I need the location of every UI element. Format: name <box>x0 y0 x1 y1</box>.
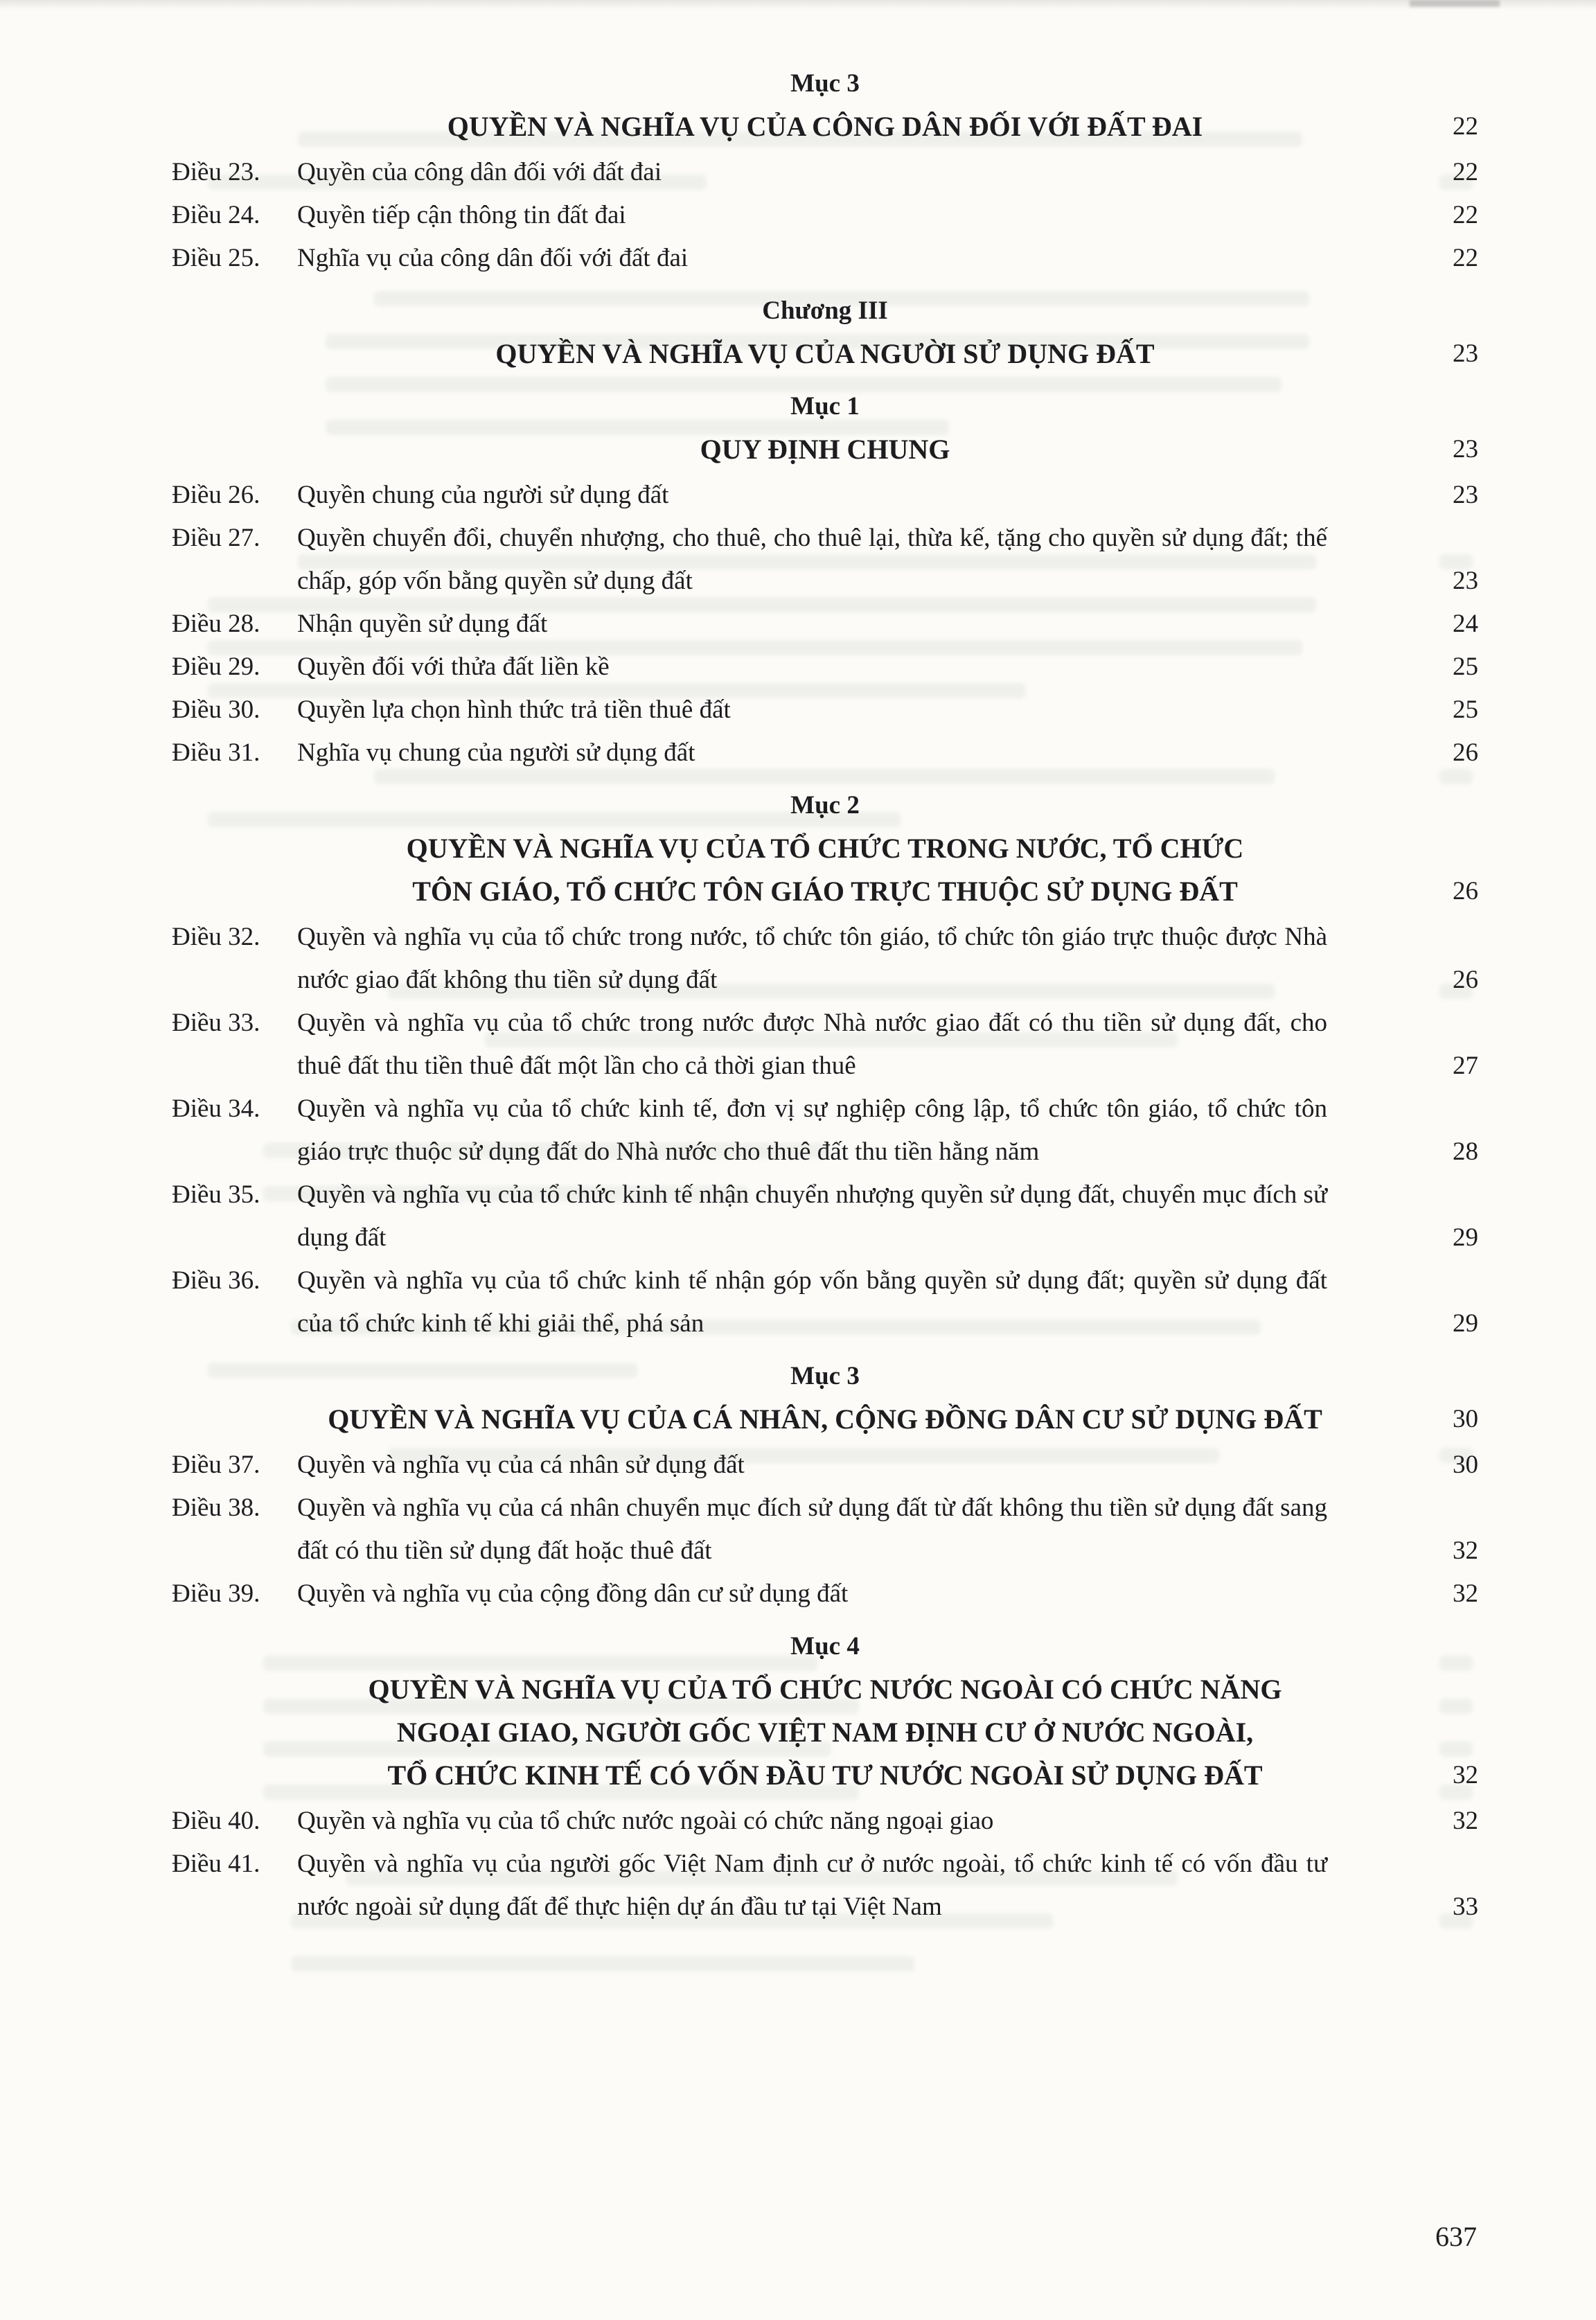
entry-article-label: Điều 31. <box>172 738 260 767</box>
entry-title: Quyền và nghĩa vụ của tổ chức nước ngoài có chức năng ngoại giao <box>297 1807 994 1835</box>
section-kicker: Mục 3 <box>790 69 860 98</box>
toc-entry <box>172 916 1478 1002</box>
toc-section-heading <box>172 1355 1478 1441</box>
section-title-line: NGOẠI GIAO, NGƯỜI GỐC VIỆT NAM ĐỊNH CƯ Ở NƯỚC NGOÀI, <box>396 1717 1254 1748</box>
entry-page-number: 22 <box>1453 244 1478 272</box>
section-kicker: Mục 4 <box>790 1632 860 1661</box>
entry-article-label: Điều 40. <box>172 1807 260 1835</box>
entry-article-label: Điều 23. <box>172 158 260 186</box>
section-title-line: TỔ CHỨC KINH TẾ CÓ VỐN ĐẦU TƯ NƯỚC NGOÀI SỬ DỤNG ĐẤT <box>387 1760 1263 1791</box>
section-title-line: TÔN GIÁO, TỔ CHỨC TÔN GIÁO TRỰC THUỘC SỬ DỤNG ĐẤT <box>412 876 1238 907</box>
entry-article-label: Điều 35. <box>172 1180 260 1209</box>
toc-section-heading <box>172 385 1478 471</box>
entry-page-number: 22 <box>1453 158 1478 186</box>
section-title <box>172 333 1478 375</box>
entry-page-number: 30 <box>1453 1451 1478 1479</box>
entry-title: Quyền và nghĩa vụ của tổ chức trong nước, tổ chức tôn giáo, tổ chức tôn giáo trực thuộc được Nhà nước giao đất không thu tiền sử dụng đất <box>297 923 1327 994</box>
section-kicker: Chương III <box>762 296 888 325</box>
entry-page-number: 32 <box>1453 1579 1478 1608</box>
bleed-through-line <box>291 1956 914 1972</box>
entry-title: Quyền và nghĩa vụ của tổ chức kinh tế, đơn vị sự nghiệp công lập, tổ chức tôn giáo, tổ chức tôn giáo trực thuộc sử dụng đất do Nhà nước cho thuê đất thu tiền hằng năm <box>297 1095 1327 1166</box>
entry-page-number: 32 <box>1453 1537 1478 1565</box>
section-kicker: Mục 2 <box>790 791 860 820</box>
section-page-number: 23 <box>1453 435 1478 463</box>
section-title-line: QUYỀN VÀ NGHĨA VỤ CỦA NGƯỜI SỬ DỤNG ĐẤT <box>495 338 1155 369</box>
entry-page-number: 25 <box>1453 653 1478 681</box>
entry-article-label: Điều 26. <box>172 481 260 509</box>
entry-article-label: Điều 27. <box>172 524 260 552</box>
entry-title: Quyền và nghĩa vụ của người gốc Việt Nam định cư ở nước ngoài, tổ chức kinh tế có vốn đầu tư nước ngoài sử dụng đất để thực hiện dự án đầu tư tại Việt Nam <box>297 1850 1327 1921</box>
section-page-number: 23 <box>1453 339 1478 368</box>
section-title-line: QUYỀN VÀ NGHĨA VỤ CỦA TỔ CHỨC TRONG NƯỚC, TỔ CHỨC <box>406 833 1244 864</box>
section-page-number: 22 <box>1453 112 1478 141</box>
toc-entry <box>172 1843 1478 1929</box>
section-title <box>172 1668 1478 1797</box>
toc-entry <box>172 1487 1478 1573</box>
section-page-number: 32 <box>1453 1761 1478 1789</box>
entry-article-label: Điều 39. <box>172 1579 260 1608</box>
entry-title: Quyền và nghĩa vụ của cộng đồng dân cư sử dụng đất <box>297 1579 849 1608</box>
toc-entry <box>172 1444 1478 1487</box>
entry-page-number: 26 <box>1453 966 1478 994</box>
entry-article-label: Điều 34. <box>172 1095 260 1123</box>
toc-entry <box>172 474 1478 517</box>
entry-title: Nghĩa vụ của công dân đối với đất đai <box>297 244 689 272</box>
entry-title: Quyền và nghĩa vụ của tổ chức kinh tế nhận chuyển nhượng quyền sử dụng đất, chuyển mục đích sử dụng đất <box>297 1180 1327 1252</box>
section-title-line: QUY ĐỊNH CHUNG <box>700 434 950 465</box>
entry-title: Quyền và nghĩa vụ của tổ chức trong nước được Nhà nước giao đất có thu tiền sử dụng đất, cho thuê đất thu tiền thuê đất một lần cho cả thời gian thuê <box>297 1009 1327 1080</box>
entry-title: Quyền và nghĩa vụ của cá nhân sử dụng đất <box>297 1451 745 1479</box>
entry-title: Quyền lựa chọn hình thức trả tiền thuê đất <box>297 696 731 724</box>
entry-article-label: Điều 38. <box>172 1494 260 1522</box>
toc-section-heading <box>172 1625 1478 1797</box>
section-title-line: QUYỀN VÀ NGHĨA VỤ CỦA CÁ NHÂN, CỘNG ĐỒNG DÂN CƯ SỬ DỤNG ĐẤT <box>328 1403 1322 1435</box>
entry-title: Quyền đối với thửa đất liền kề <box>297 653 610 681</box>
section-kicker: Mục 1 <box>790 392 860 420</box>
entry-article-label: Điều 36. <box>172 1266 260 1295</box>
section-page-number: 30 <box>1453 1405 1478 1433</box>
section-title-line: QUYỀN VÀ NGHĨA VỤ CỦA CÔNG DÂN ĐỐI VỚI ĐẤT ĐAI <box>447 111 1203 142</box>
entry-page-number: 33 <box>1453 1893 1478 1921</box>
entry-page-number: 27 <box>1453 1052 1478 1080</box>
toc-list <box>172 53 1478 1929</box>
toc-section-heading <box>172 62 1478 148</box>
entry-title: Quyền và nghĩa vụ của cá nhân chuyển mục đích sử dụng đất từ đất không thu tiền sử dụng đất sang đất có thu tiền sử dụng đất hoặc thuê đất <box>297 1494 1327 1565</box>
entry-article-label: Điều 24. <box>172 201 260 229</box>
entry-article-label: Điều 30. <box>172 696 260 724</box>
toc-entry <box>172 1002 1478 1088</box>
toc-entry <box>172 1573 1478 1615</box>
entry-article-label: Điều 33. <box>172 1009 260 1037</box>
entry-page-number: 24 <box>1453 610 1478 638</box>
entry-title: Nhận quyền sử dụng đất <box>297 610 548 638</box>
entry-page-number: 28 <box>1453 1137 1478 1166</box>
entry-article-label: Điều 29. <box>172 653 260 681</box>
toc-section-heading <box>172 290 1478 375</box>
entry-page-number: 23 <box>1453 567 1478 595</box>
entry-title: Quyền của công dân đối với đất đai <box>297 158 662 186</box>
toc-section-heading <box>172 784 1478 913</box>
entry-page-number: 25 <box>1453 696 1478 724</box>
toc-entry <box>172 1259 1478 1345</box>
entry-title: Quyền chuyển đổi, chuyển nhượng, cho thuê, cho thuê lại, thừa kế, tặng cho quyền sử dụng đất; thế chấp, góp vốn bằng quyền sử dụng đất <box>297 524 1327 595</box>
toc-entry <box>172 151 1478 194</box>
toc-entry <box>172 732 1478 774</box>
section-page-number: 26 <box>1453 877 1478 905</box>
section-title <box>172 105 1478 148</box>
entry-title: Nghĩa vụ chung của người sử dụng đất <box>297 738 695 767</box>
entry-title: Quyền chung của người sử dụng đất <box>297 481 669 509</box>
section-title-line: QUYỀN VÀ NGHĨA VỤ CỦA TỔ CHỨC NƯỚC NGOÀI CÓ CHỨC NĂNG <box>368 1674 1282 1705</box>
section-kicker: Mục 3 <box>790 1362 860 1390</box>
entry-article-label: Điều 41. <box>172 1850 260 1878</box>
toc-entry <box>172 237 1478 280</box>
toc-entry <box>172 1174 1478 1259</box>
entry-page-number: 26 <box>1453 738 1478 767</box>
entry-page-number: 23 <box>1453 481 1478 509</box>
toc-entry <box>172 1088 1478 1174</box>
toc-entry <box>172 517 1478 603</box>
entry-article-label: Điều 28. <box>172 610 260 638</box>
entry-page-number: 32 <box>1453 1807 1478 1835</box>
toc-entry <box>172 194 1478 237</box>
section-title <box>172 1398 1478 1441</box>
entry-article-label: Điều 32. <box>172 923 260 951</box>
entry-title: Quyền và nghĩa vụ của tổ chức kinh tế nhận góp vốn bằng quyền sử dụng đất; quyền sử dụng đất của tổ chức kinh tế khi giải thể, phá sản <box>297 1266 1327 1338</box>
toc-entry <box>172 1800 1478 1843</box>
toc-entry <box>172 603 1478 646</box>
section-title <box>172 428 1478 471</box>
scan-artifact <box>1410 0 1500 7</box>
section-title <box>172 827 1478 913</box>
toc-entry <box>172 646 1478 689</box>
entry-title: Quyền tiếp cận thông tin đất đai <box>297 201 626 229</box>
toc-entry <box>172 689 1478 732</box>
page-number: 637 <box>1435 2221 1477 2252</box>
entry-article-label: Điều 37. <box>172 1451 260 1479</box>
entry-article-label: Điều 25. <box>172 244 260 272</box>
entry-page-number: 29 <box>1453 1309 1478 1338</box>
entry-page-number: 22 <box>1453 201 1478 229</box>
entry-page-number: 29 <box>1453 1223 1478 1252</box>
